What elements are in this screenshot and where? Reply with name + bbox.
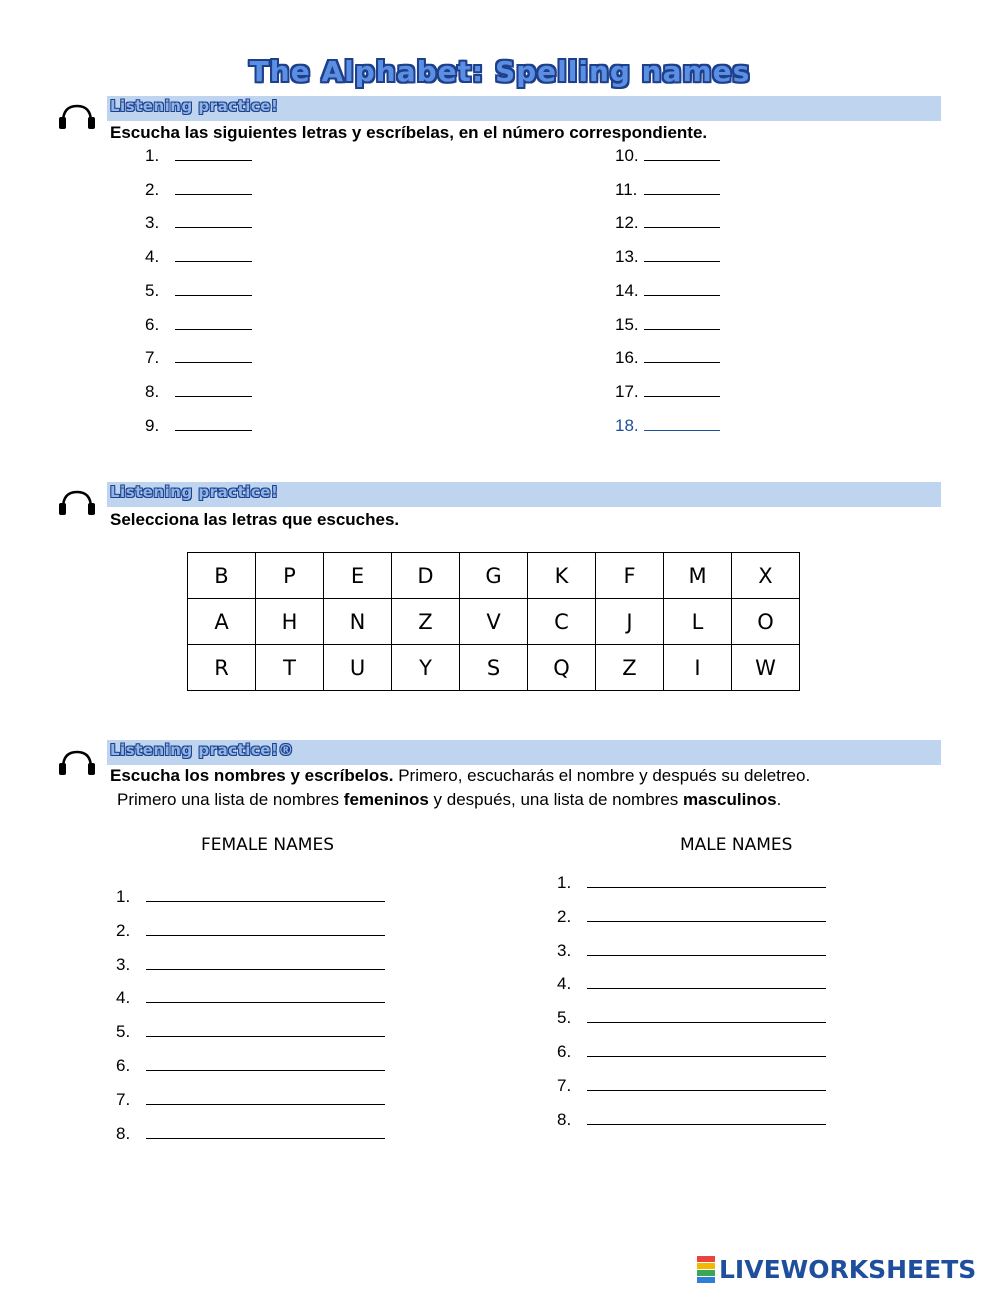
letter-cell[interactable]: H	[256, 599, 324, 645]
item-number: 9.	[145, 415, 160, 435]
letter-cell[interactable]: Q	[528, 645, 596, 691]
item-number: 4.	[557, 974, 572, 994]
name-answer-blank[interactable]	[146, 1090, 385, 1105]
name-answer-blank[interactable]	[146, 955, 385, 970]
male-name-item	[557, 974, 826, 994]
headphones-icon	[57, 102, 97, 132]
letter-cell[interactable]: C	[528, 599, 596, 645]
letter-cell[interactable]: J	[596, 599, 664, 645]
letter-answer-item	[145, 382, 252, 402]
letter-selection-grid	[187, 552, 800, 691]
letter-answer-item	[615, 180, 720, 200]
liveworksheets-logo: LIVEWORKSHEETS	[697, 1252, 976, 1286]
item-number: 1.	[557, 873, 572, 892]
item-number: 11.	[615, 179, 638, 199]
letter-answer-item	[145, 281, 252, 301]
item-number: 12.	[615, 213, 639, 233]
letter-cell[interactable]: O	[732, 599, 800, 645]
item-number: 17.	[615, 381, 639, 401]
item-number: 13.	[615, 247, 639, 267]
item-number: 8.	[145, 381, 160, 401]
letter-answer-item	[145, 315, 252, 335]
name-answer-blank[interactable]	[146, 1022, 385, 1037]
name-answer-blank[interactable]	[587, 1008, 826, 1023]
letter-grid-row	[188, 599, 800, 645]
answer-blank[interactable]	[175, 416, 252, 431]
letter-cell[interactable]: M	[664, 553, 732, 599]
letter-cell[interactable]: U	[324, 645, 392, 691]
item-number: 7.	[557, 1075, 572, 1095]
answer-blank[interactable]	[644, 213, 720, 228]
item-number: 5.	[145, 280, 160, 300]
letter-answer-item	[615, 315, 720, 335]
name-answer-blank[interactable]	[146, 887, 385, 902]
item-number: 2.	[557, 906, 572, 926]
answer-blank[interactable]	[644, 348, 720, 363]
letter-cell[interactable]: A	[188, 599, 256, 645]
answer-blank[interactable]	[175, 315, 252, 330]
female-names-heading: FEMALE NAMES	[201, 835, 334, 855]
item-number: 3.	[116, 954, 131, 974]
letter-answer-item	[615, 281, 720, 301]
letter-answer-item	[145, 416, 252, 436]
name-answer-blank[interactable]	[587, 1042, 826, 1057]
letter-cell[interactable]: L	[664, 599, 732, 645]
letter-answer-item	[145, 247, 252, 267]
letter-answer-item	[615, 247, 720, 267]
male-name-item	[557, 1110, 826, 1130]
section2-banner: Listening practice!	[107, 482, 941, 507]
letter-cell[interactable]: X	[732, 553, 800, 599]
name-answer-blank[interactable]	[146, 1124, 385, 1139]
answer-blank[interactable]	[175, 247, 252, 262]
letter-cell[interactable]: G	[460, 553, 528, 599]
name-answer-blank[interactable]	[587, 873, 826, 888]
answer-blank[interactable]	[644, 315, 720, 330]
logo-mark-icon	[697, 1256, 715, 1283]
name-answer-blank[interactable]	[587, 941, 826, 956]
letter-cell[interactable]: Z	[596, 645, 664, 691]
section3-banner: Listening practice!®	[107, 740, 941, 765]
letter-cell[interactable]: E	[324, 553, 392, 599]
letter-cell[interactable]: Z	[392, 599, 460, 645]
item-number: 7.	[145, 348, 160, 368]
item-number: 4.	[145, 247, 160, 267]
item-number: 2.	[116, 920, 131, 940]
letter-cell[interactable]: D	[392, 553, 460, 599]
letter-answer-item	[145, 180, 252, 200]
item-number: 5.	[557, 1008, 572, 1028]
section2-instruction: Selecciona las letras que escuches.	[110, 510, 400, 529]
item-number: 6.	[116, 1056, 131, 1075]
answer-blank[interactable]	[644, 281, 720, 296]
item-number: 5.	[116, 1022, 131, 1042]
item-number: 14.	[615, 280, 639, 300]
item-number: 18.	[615, 415, 639, 435]
female-name-item	[116, 921, 385, 941]
answer-blank[interactable]	[175, 180, 252, 195]
male-names-heading: MALE NAMES	[680, 835, 793, 855]
letter-cell[interactable]: N	[324, 599, 392, 645]
letter-answer-item	[615, 146, 720, 166]
item-number: 6.	[557, 1042, 572, 1061]
item-number: 15.	[615, 314, 639, 334]
item-number: 6.	[145, 314, 160, 334]
name-answer-blank[interactable]	[587, 1110, 826, 1125]
item-number: 10.	[615, 146, 639, 165]
letter-cell[interactable]: K	[528, 553, 596, 599]
letter-cell[interactable]: W	[732, 645, 800, 691]
item-number: 7.	[116, 1089, 131, 1109]
answer-blank[interactable]	[175, 382, 252, 397]
section1-banner: Listening practice!	[107, 96, 941, 121]
letter-answer-item	[615, 213, 720, 233]
letter-cell[interactable]: S	[460, 645, 528, 691]
letter-answer-item	[615, 382, 720, 402]
letter-cell[interactable]: I	[664, 645, 732, 691]
answer-blank[interactable]	[644, 416, 720, 431]
answer-blank[interactable]	[644, 247, 720, 262]
item-number: 1.	[116, 887, 131, 906]
item-number: 4.	[116, 988, 131, 1008]
letter-answer-item	[615, 348, 720, 368]
male-name-item	[557, 873, 826, 893]
letter-answer-item	[145, 146, 252, 166]
section1-instruction: Escucha las siguientes letras y escríbelas, en el número correspondiente.	[110, 123, 708, 142]
female-name-item	[116, 1056, 385, 1076]
headphones-icon	[57, 748, 97, 778]
letter-cell[interactable]: B	[188, 553, 256, 599]
letter-cell[interactable]: R	[188, 645, 256, 691]
male-name-item	[557, 907, 826, 927]
answer-blank[interactable]	[644, 146, 720, 161]
female-name-item	[116, 887, 385, 907]
name-answer-blank[interactable]	[587, 907, 826, 922]
answer-blank[interactable]	[175, 146, 252, 161]
female-name-item	[116, 1022, 385, 1042]
letter-answer-item	[145, 213, 252, 233]
item-number: 8.	[116, 1123, 131, 1143]
section3-instruction-line2: Primero una lista de nombres femeninos y después, una lista de nombres masculinos.	[117, 790, 782, 809]
answer-blank[interactable]	[175, 213, 252, 228]
item-number: 1.	[145, 146, 160, 165]
page-title: The Alphabet: Spelling names	[249, 55, 751, 88]
item-number: 16.	[615, 348, 639, 368]
letter-answer-item	[145, 348, 252, 368]
male-name-item	[557, 1076, 826, 1096]
name-answer-blank[interactable]	[146, 1056, 385, 1071]
answer-blank[interactable]	[644, 382, 720, 397]
letter-grid-row	[188, 645, 800, 691]
headphones-icon	[57, 488, 97, 518]
letter-grid-row	[188, 553, 800, 599]
female-name-item	[116, 988, 385, 1008]
item-number: 8.	[557, 1109, 572, 1129]
letter-cell[interactable]: F	[596, 553, 664, 599]
male-name-item	[557, 1042, 826, 1062]
female-name-item	[116, 1124, 385, 1144]
answer-blank[interactable]	[175, 281, 252, 296]
letter-cell[interactable]: P	[256, 553, 324, 599]
letter-cell[interactable]: V	[460, 599, 528, 645]
name-answer-blank[interactable]	[146, 921, 385, 936]
answer-blank[interactable]	[644, 180, 720, 195]
name-answer-blank[interactable]	[146, 988, 385, 1003]
female-name-item	[116, 955, 385, 975]
female-name-item	[116, 1090, 385, 1110]
letter-cell[interactable]: Y	[392, 645, 460, 691]
male-name-item	[557, 1008, 826, 1028]
item-number: 2.	[145, 179, 160, 199]
letter-answer-item	[615, 416, 720, 436]
name-answer-blank[interactable]	[587, 1076, 826, 1091]
item-number: 3.	[145, 213, 160, 233]
male-name-item	[557, 941, 826, 961]
name-answer-blank[interactable]	[587, 974, 826, 989]
item-number: 3.	[557, 940, 572, 960]
section3-instruction: Escucha los nombres y escríbelos. Primero, escucharás el nombre y después su deletreo.	[110, 766, 811, 785]
letter-cell[interactable]: T	[256, 645, 324, 691]
answer-blank[interactable]	[175, 348, 252, 363]
